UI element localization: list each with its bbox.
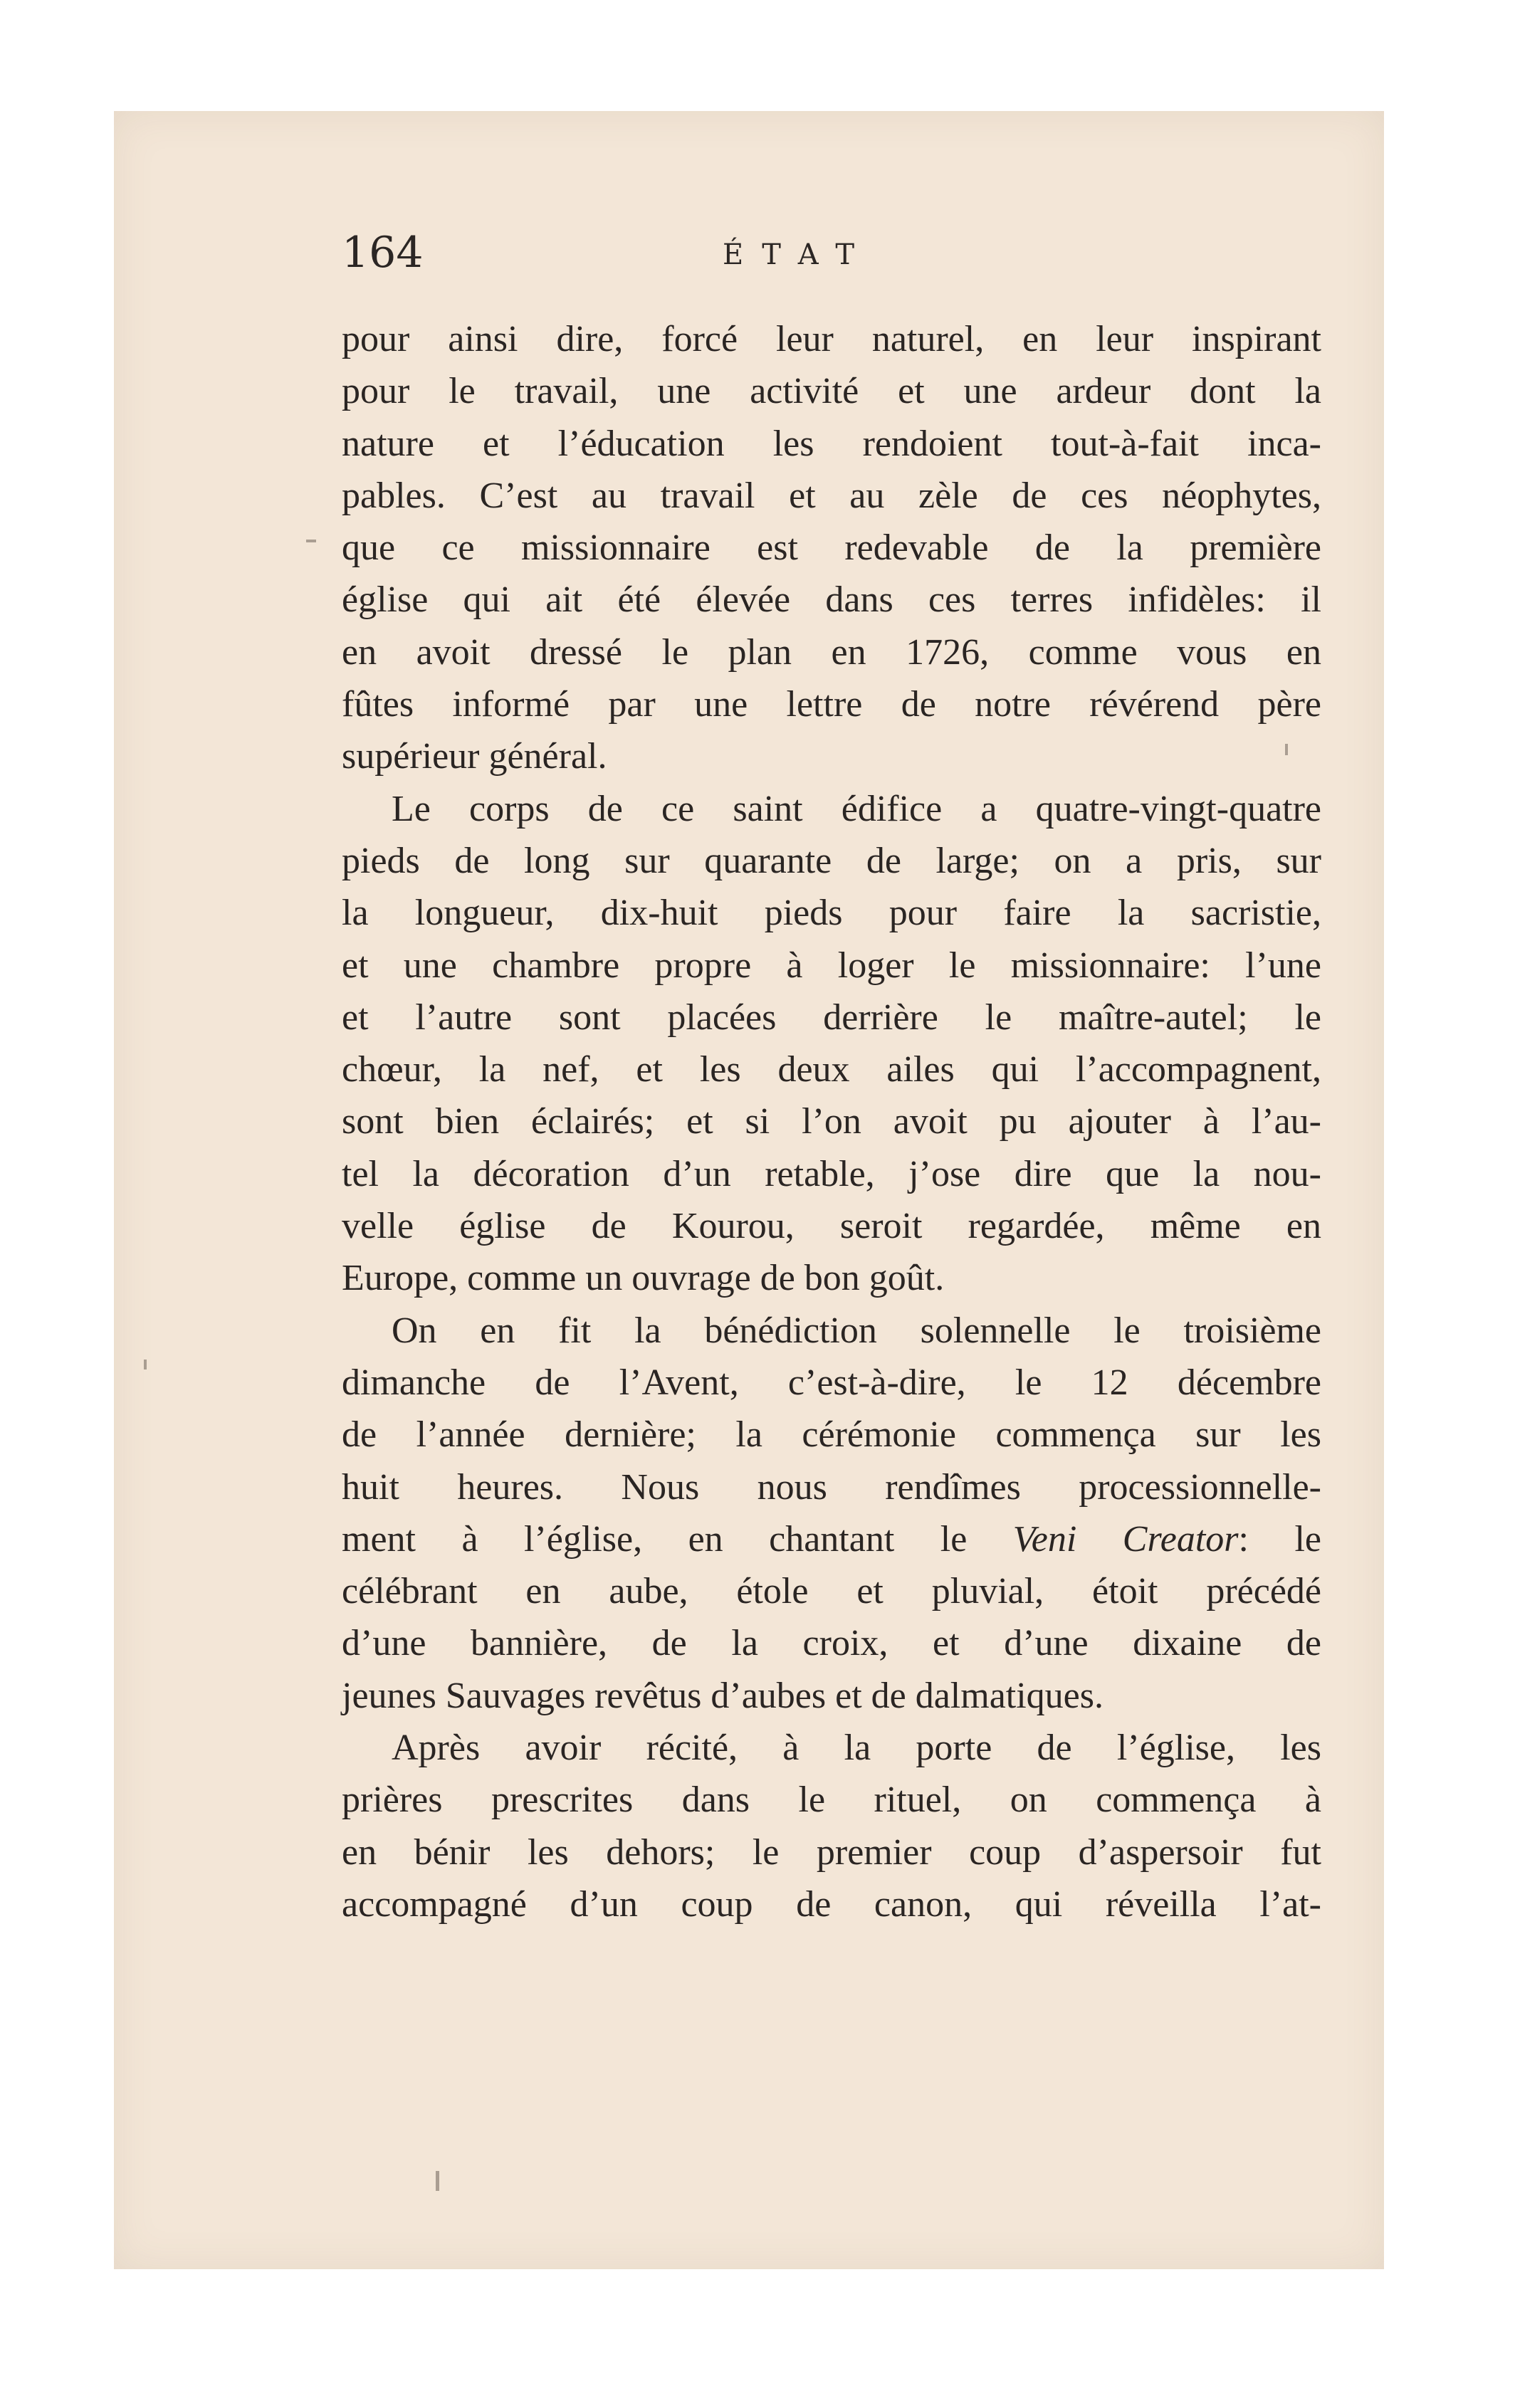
text-segment: ment à l’église, en chantant le bbox=[342, 1518, 1013, 1560]
text-line: pables. C’est au travail et au zèle de ces néophytes, bbox=[342, 475, 1321, 516]
text-line: Le corps de ce saint édifice a quatre-vingt-quatre bbox=[392, 788, 1321, 829]
text-line: en bénir les dehors; le premier coup d’aspersoir fut bbox=[342, 1831, 1321, 1873]
text-line: en avoit dressé le plan en 1726, comme vous en bbox=[342, 631, 1321, 673]
text-line: que ce missionnaire est redevable de la première bbox=[342, 527, 1321, 569]
text-line: de l’année dernière; la cérémonie commença sur les bbox=[342, 1414, 1321, 1456]
running-head: ÉTAT bbox=[723, 238, 874, 271]
page-number: 164 bbox=[342, 228, 424, 278]
text-line: célébrant en aube, étole et pluvial, étoit précédé bbox=[342, 1571, 1321, 1612]
text-line: fûtes informé par une lettre de notre révérend père bbox=[342, 684, 1321, 725]
text-line: nature et l’éducation les rendoient tout-à-fait inca- bbox=[342, 423, 1321, 464]
text-line: chœur, la nef, et les deux ailes qui l’accompagnent, bbox=[342, 1049, 1321, 1090]
text-line: supérieur général. bbox=[342, 736, 607, 777]
page-header bbox=[342, 224, 1321, 281]
italic-title: Veni Creator bbox=[1012, 1518, 1239, 1560]
text-line: Europe, comme un ouvrage de bon goût. bbox=[342, 1258, 945, 1299]
text-line: On en fit la bénédiction solennelle le troisième bbox=[392, 1310, 1321, 1351]
text-segment: : le bbox=[1238, 1518, 1321, 1560]
margin-mark bbox=[144, 1360, 147, 1369]
text-line: et une chambre propre à loger le missionnaire: l’une bbox=[342, 945, 1321, 986]
text-line: dimanche de l’Avent, c’est-à-dire, le 12 décembre bbox=[342, 1362, 1321, 1403]
text-line: d’une bannière, de la croix, et d’une dixaine de bbox=[342, 1623, 1321, 1664]
text-line: tel la décoration d’un retable, j’ose dire que la nou- bbox=[342, 1153, 1321, 1194]
text-line: pour ainsi dire, forcé leur naturel, en leur inspirant bbox=[342, 319, 1321, 359]
text-line: et l’autre sont placées derrière le maître-autel; le bbox=[342, 997, 1321, 1038]
text-line: la longueur, dix-huit pieds pour faire la sacristie, bbox=[342, 893, 1321, 934]
text-line: jeunes Sauvages revêtus d’aubes et de dalmatiques. bbox=[342, 1675, 1104, 1716]
text-line: prières prescrites dans le rituel, on commença à bbox=[342, 1779, 1321, 1821]
text-line: pieds de long sur quarante de large; on a pris, sur bbox=[342, 840, 1321, 881]
margin-mark bbox=[306, 540, 316, 542]
text-line: Après avoir récité, à la porte de l’église, les bbox=[392, 1728, 1321, 1769]
body-text bbox=[342, 313, 1321, 1930]
margin-mark bbox=[436, 2171, 439, 2191]
text-line: huit heures. Nous nous rendîmes processionnelle- bbox=[342, 1466, 1321, 1508]
text-line: pour le travail, une activité et une ardeur dont la bbox=[342, 371, 1321, 412]
text-line: sont bien éclairés; et si l’on avoit pu ajouter à l’au- bbox=[342, 1101, 1321, 1142]
text-line: velle église de Kourou, seroit regardée, même en bbox=[342, 1206, 1321, 1247]
text-line bbox=[342, 1513, 1321, 1565]
text-line: accompagné d’un coup de canon, qui réveilla l’at- bbox=[342, 1883, 1321, 1925]
text-line: église qui ait été élevée dans ces terres infidèles: il bbox=[342, 579, 1321, 621]
